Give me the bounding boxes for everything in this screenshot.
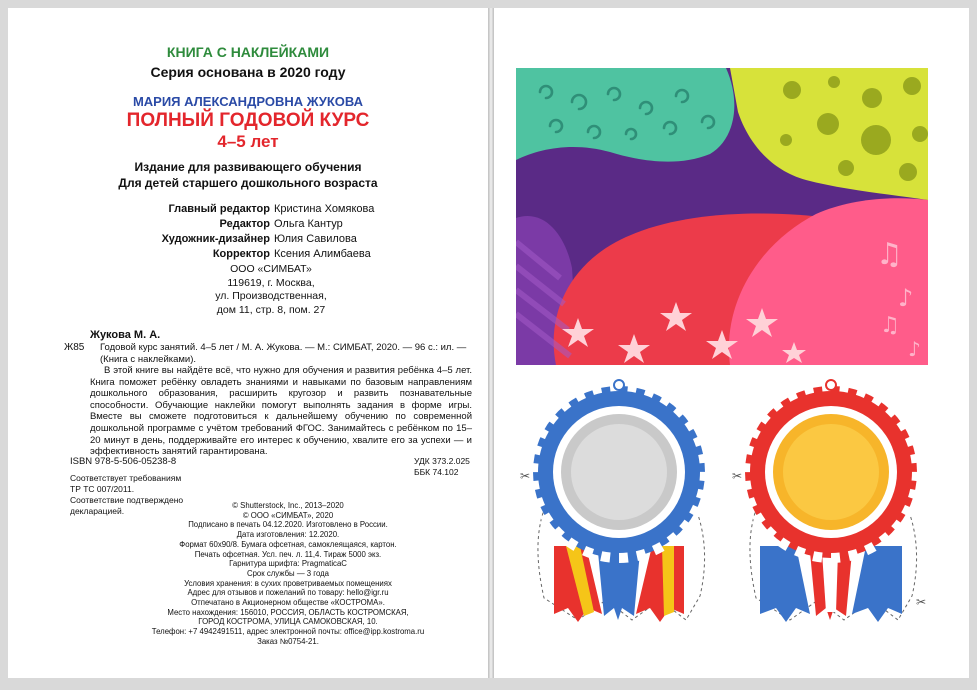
scissors-icon: ✂ [732,469,743,483]
imprint-line: Телефон: +7 4942491511, адрес электронной почты: office@ipp.kostroma.ru [151,627,425,637]
music-note-icon: ♪ [898,284,914,312]
dot [838,160,854,176]
udk-code: УДК 373.2.025 [414,456,470,466]
staff-row [8,217,488,232]
staff-name: Ольга Кантур [274,218,343,230]
dot [903,77,921,95]
background-sticker-art [516,68,928,365]
classification-codes [414,456,470,478]
hanging-hole [826,380,836,390]
dot [862,88,882,108]
dot [817,113,839,135]
medal-center-shine [783,424,879,520]
staff-name: Ксения Алимбаева [274,248,371,260]
compliance-line: ТР ТС 007/2011. [70,484,135,494]
series-label: КНИГА С НАКЛЕЙКАМИ [166,44,330,60]
edition-line: Издание для развивающего обучения [134,160,362,174]
publisher-line: ООО «СИМБАТ» [230,263,312,275]
compliance-line: декларацией. [70,506,125,516]
gold-medal-sticker[interactable] [726,376,936,628]
book-title: ПОЛНЫЙ ГОДОВОЙ КУРС [126,110,370,131]
scissors-icon: ✂ [520,469,531,483]
staff-role: Редактор [219,218,270,230]
imprint-line: © Shutterstock, Inc., 2013–2020 [232,501,344,510]
silver-medal-sticker[interactable] [514,376,724,628]
publisher-line: дом 11, стр. 8, пом. 27 [216,303,326,316]
dot [899,163,917,181]
imprint-line: Срок службы — 3 года [246,568,330,578]
imprint-line: Печать офсетная. Усл. печ. л. 11,4. Тираж 5000 экз. [194,549,382,559]
imprint-line: © ООО «СИМБАТ», 2020 [242,510,334,520]
ribbon-stripe [662,546,674,616]
imprint-line: Подписано в печать 04.12.2020. Изготовлено в России. [188,520,388,530]
music-note-icon: ♫ [876,237,903,272]
staff-name: Юлия Савилова [274,233,357,245]
age-range: 4–5 лет [217,132,279,151]
dot [861,125,891,155]
dot [828,76,840,88]
compliance-line: Соответствие подтверждено [70,495,184,505]
staff-role: Корректор [212,248,270,260]
medal-center-shine [571,424,667,520]
dot [912,126,928,142]
teal-blob [516,68,734,162]
book-abstract: В этой книге вы найдёте всё, что нужно для обучения и развития ребёнка 4–5 лет. Книга поможет ребёнку овладеть знаниями и навыками по базовым направлениям дошкольного образования, расширить кругозор и развить познавательные способности. Обучающие наклейки помогут выполнять задания в форме игры. Вместе вы сможете подготовиться к дальнейшему обучению по современной дошкольной программе с учётом требований ФГОС. Занимайтесь с ребёнком по 15–20 минут в день, поддерживайте его интерес к обучению, хвалите его за успехи — и эффективность занятий гарантирована. [90,365,472,458]
publisher-line: 119619, г. Москва, [227,276,315,289]
staff-row [8,247,488,262]
bbk-code: ББК 74.102 [414,467,459,477]
imprint-block [148,501,428,647]
series-since: Серия основана в 2020 году [150,64,346,80]
imprint-line: Дата изготовления: 12.2020. [236,530,340,540]
edition-line: Для детей старшего дошкольного возраста [118,176,378,190]
compliance-line: Соответствует требованиям [70,473,182,483]
bibliographic-record: Годовой курс занятий. 4–5 лет / М. А. Жукова. — М.: СИМБАТ, 2020. — 96 с.: ил. — (Книга с наклейками). [100,342,467,365]
right-page [494,8,969,678]
left-page [8,8,488,678]
dot [780,134,792,146]
imprint-line: Условия хранения: в сухих проветриваемых помещениях [184,578,392,588]
isbn: ISBN 978-5-506-05238-8 [70,456,177,467]
medal-stickers-row [514,376,934,628]
scissors-icon: ✂ [916,595,927,609]
publisher-line: ул. Производственная, [215,290,327,302]
imprint-line: Адрес для отзывов и пожеланий по товару: hello@igr.ru [187,588,389,598]
music-note-icon: ♫ [880,313,900,338]
staff-row [8,202,488,217]
staff-role: Главный редактор [168,203,270,215]
staff-list [8,202,488,262]
catalog-author: Жукова М. А. [90,329,161,341]
imprint-line: Гарнитура шрифта: PragmaticaC [229,559,347,569]
imprint-line: Заказ №0754-21. [257,636,319,646]
hanging-hole [614,380,624,390]
dot [783,81,801,99]
imprint-line: Место нахождения: 156010, РОССИЯ, ОБЛАСТЬ КОСТРОМСКАЯ, [167,607,409,617]
staff-name: Кристина Хомякова [274,203,375,215]
staff-role: Художник-дизайнер [161,233,270,245]
catalog-code: Ж85 [64,342,85,353]
author-name: МАРИЯ АЛЕКСАНДРОВНА ЖУКОВА [132,94,364,109]
imprint-line: Отпечатано в Акционерном обществе «КОСТРОМА». [191,598,385,608]
imprint-line: Формат 60x90/8. Бумага офсетная, самоклеящаяся, картон. [179,539,397,549]
staff-row [8,232,488,247]
publisher-address [196,263,346,317]
music-note-icon: ♪ [908,337,921,361]
imprint-line: ГОРОД КОСТРОМА, УЛИЦА САМОКОВСКАЯ, 10. [198,617,378,627]
